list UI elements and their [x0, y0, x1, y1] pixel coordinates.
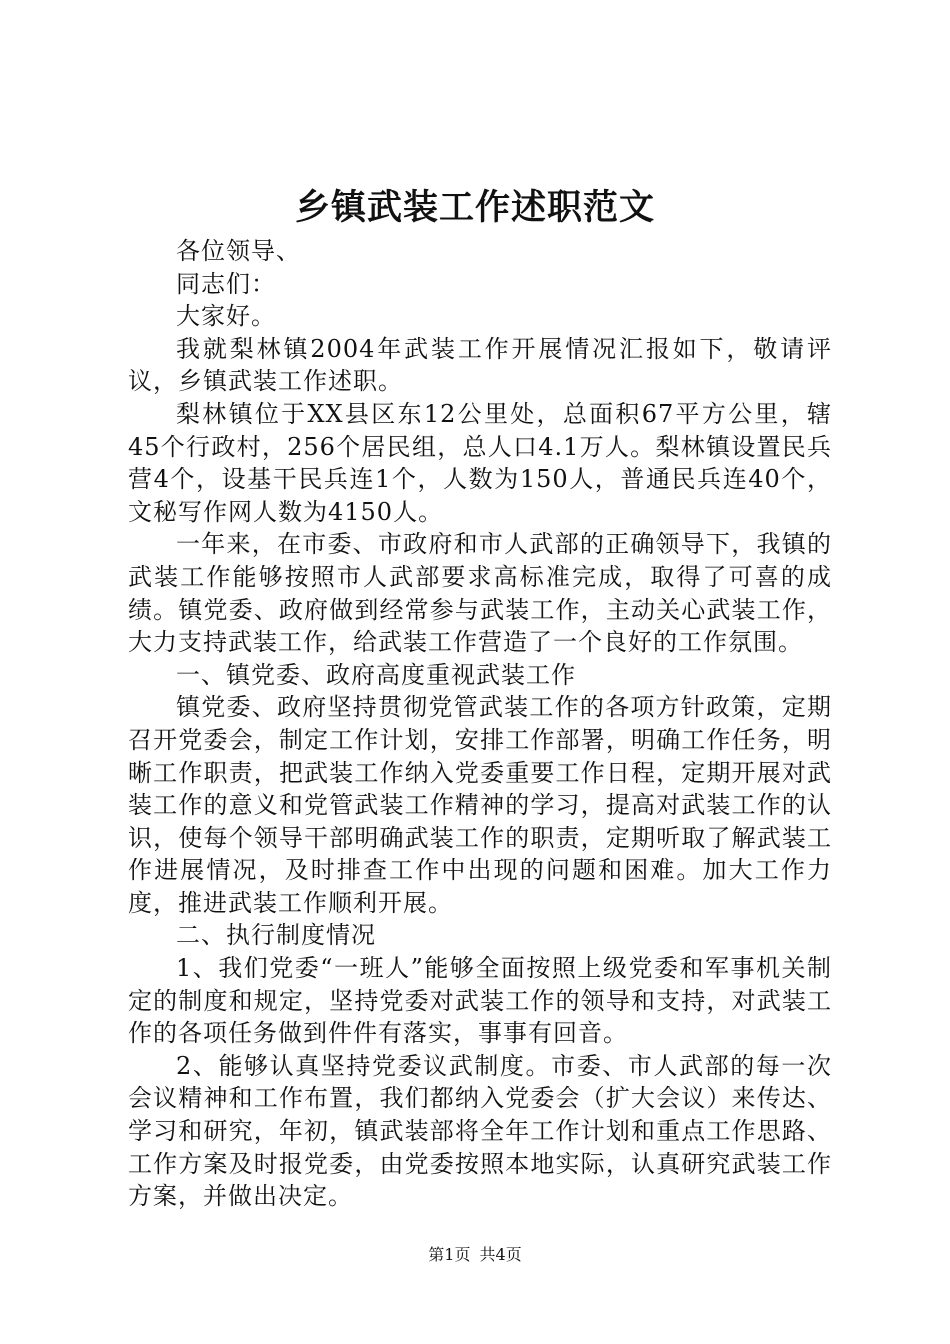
document-body [128, 235, 832, 1213]
page-number: 第1页 [428, 1245, 471, 1264]
paragraph: 一年来，在市委、市政府和市人武部的正确领导下，我镇的武装工作能够按照市人武部要求高标准完成，取得了可喜的成绩。镇党委、政府做到经常参与武装工作，主动关心武装工作，大力支持武装工作，给武装工作营造了一个良好的工作氛围。 [128, 530, 832, 657]
paragraph: 各位领导、 [176, 237, 301, 265]
paragraph: 同志们： [176, 269, 276, 298]
page-footer [0, 1244, 950, 1266]
document-title: 乡镇武装工作述职范文 [294, 187, 655, 228]
paragraph: 梨林镇位于XX县区东12公里处，总面积67平方公里，辖45个行政村，256个居民组，总人口4.1万人。梨林镇设置民兵营4个，设基干民兵连1个，人数为150人，普通民兵连40个，文秘写作网人数为4150人。 [128, 399, 832, 526]
paragraph: 1、我们党委“一班人”能够全面按照上级党委和军事机关制定的制度和规定，坚持党委对武装工作的领导和支持，对武装工作的各项任务做到件件有落实，事事有回音。 [128, 954, 832, 1048]
paragraph: 2、能够认真坚持党委议武制度。市委、市人武部的每一次会议精神和工作布置，我们都纳入党委会（扩大会议）来传达、学习和研究，年初，镇武装部将全年工作计划和重点工作思路、工作方案及时报党委，由党委按照本地实际，认真研究武装工作方案，并做出决定。 [128, 1051, 832, 1211]
paragraph: 大家好。 [176, 302, 276, 331]
paragraph: 镇党委、政府坚持贯彻党管武装工作的各项方针政策，定期召开党委会，制定工作计划，安排工作部署，明确工作任务，明晰工作职责，把武装工作纳入党委重要工作日程，定期开展对武装工作的意义和党管武装工作精神的学习，提高对武装工作的认识，使每个领导干部明确武装工作的职责，定期听取了解武装工作进展情况，及时排查工作中出现的问题和困难。加大工作力度，推进武装工作顺利开展。 [128, 693, 832, 917]
paragraph: 我就梨林镇2004年武装工作开展情况汇报如下，敬请评议，乡镇武装工作述职。 [128, 334, 832, 396]
section-heading: 一、镇党委、政府高度重视武装工作 [176, 660, 576, 689]
section-heading: 二、执行制度情况 [176, 921, 376, 950]
page-total: 共4页 [479, 1245, 522, 1264]
